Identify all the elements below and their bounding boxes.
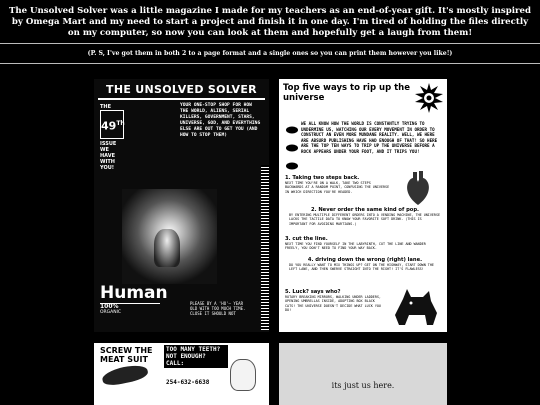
magazine-cover-page[interactable] <box>94 79 269 332</box>
all-seeing-eye-icon <box>413 82 445 114</box>
suit-title <box>100 346 152 364</box>
ad-line: NOT ENOUGH? <box>166 353 206 360</box>
issue-number: 49 <box>101 119 117 133</box>
item-body: NEXT TIME YOU FIND YOURSELF IN THE LABYRINTH, CUT THE LINE AND WANDER FREELY, YOU DON'T NEED TO FIND YOUR WAY BACK. <box>285 242 426 251</box>
anatomical-heart-icon <box>403 171 433 207</box>
item-heading: 1. Taking two steps back. <box>285 175 360 181</box>
just-us-text: its just us here. <box>331 381 395 390</box>
meat-suit-page[interactable] <box>94 343 269 405</box>
item-heading: 5. Luck? says who? <box>285 289 341 295</box>
intro-text: The Unsolved Solver was a little magazine I made for my teachers as an end-of-year gift. It's mostly inspired by Omega Mart and my need to start a project and finish it in one day. I'm tired of holding the files directly on my computer, so now you can look at them and hopefully get a laugh from them! <box>8 6 532 38</box>
cover-facts-box <box>100 303 160 315</box>
issue-suffix: Th <box>116 120 125 127</box>
black-cat-icon <box>389 285 441 327</box>
facts-line: ORGANIC <box>100 309 122 315</box>
just-us-page[interactable] <box>279 343 447 405</box>
list-item <box>289 207 441 226</box>
eye-column-icon <box>285 123 299 173</box>
list-item <box>285 175 391 194</box>
suit-title-line: MEAT SUIT <box>100 355 148 364</box>
facts-line: 100% <box>100 303 119 310</box>
cover-the: THE <box>100 104 112 110</box>
ad-line: TOO MANY TEETH? <box>166 346 221 353</box>
list-item <box>285 289 385 313</box>
ps-note: (P. S, I've got them in both 2 to a page format and a single ones so you can print them however you like!) <box>87 50 453 57</box>
cover-issue-number <box>100 110 124 139</box>
dental-ad <box>164 345 228 368</box>
item-body: DO YOU REALLY WANT TO MIX THINGS UP? GET ON THE HIGHWAY, START DOWN THE LEFT LANE, AND THEN SWERVE STRAIGHT INTO THE RIGHT! IT'S FLAWLESS! <box>289 263 434 272</box>
cover-title: THE UNSOLVED SOLVER <box>98 83 265 100</box>
item-body: ROTARY BREAKING MIRRORS, WALKING UNDER LADDERS, OPENING UMBRELLAS INSIDE, ADOPTING BOX BLACK CATS! THE UNIVERSE DOESN'T DECIDE WHAT LUCK YOU DO! <box>285 295 381 313</box>
cover-child-figure <box>154 229 180 267</box>
list-intro: WE ALL KNOW HOW THE WORLD IS CONSTANTLY TRYING TO UNDERMINE US, WATCHING OUR EVERY MOVEMENT IN ORDER TO CONSTRUCT AN EVEN MORE MUNDANE REALITY. WELL, WE HERE ARE ABSURD PUBLISHING HAVE HAD ENOUGH OF THAT! SO HERE ARE THE TOP TEN WAYS TO TRIP UP THE UNIVERSE BEFORE A ROCK APPEARS UNDER YOUR FOOT, AND IT TRIPS YOU! <box>301 121 438 154</box>
item-heading: 3. cut the line. <box>285 236 328 242</box>
floating-figure <box>101 362 149 387</box>
item-body: NEXT TIME YOU'RE ON A WALK, TAKE TWO STEPS BACKWARDS AT A RANDOM POINT, CONFUSING THE UNIVERSE IN WHICH DIRECTION YOU'RE HEADED. <box>285 181 390 194</box>
divider <box>0 63 540 64</box>
cover-barcode-strip <box>261 165 269 330</box>
ad-line: CALL: <box>166 360 185 367</box>
cover-issue-text: ISSUE WE HAVE WITH YOU! <box>100 141 117 171</box>
ad-phone: 254-632-6638 <box>166 379 210 386</box>
suit-title-line: SCREW THE <box>100 346 153 355</box>
cover-blurb: YOUR ONE-STOP SHOP FOR HOW THE WORLD, ALIENS, SERIAL KILLERS, GOVERNMENT, STARS, UNIVERSE, GOD, AND EVERYTHING ELSE ARE OUT TO GET YOU (AND HOW TO STOP THEM) <box>180 103 261 138</box>
list-title: Top five ways to rip up the universe <box>283 83 410 103</box>
list-item <box>289 257 441 272</box>
cover-product-name: Human <box>100 283 168 303</box>
item-heading: 4. driving down the wrong (right) lane. <box>307 257 423 263</box>
item-body: BY ENTERING MULTIPLE DIFFERENT ORDERS INTO A VENDING MACHINE, THE UNIVERSE LACKS THE TACTILE DATA TO KNOW YOUR FAVORITE SOFT DRINK. (THIS IS IMPORTANT FOR AVOIDING MARTIANS.) <box>289 213 441 226</box>
tooth-icon <box>230 359 256 391</box>
list-item <box>285 236 441 251</box>
cover-fine-print: PLEASE BY A 'HO'— YEAR OLD WITH TOO MUCH TIME. CLOSE IT SHOULD NOT <box>190 301 246 316</box>
item-heading: 2. Never order the same kind of pop. <box>310 207 420 213</box>
top-five-page[interactable] <box>279 79 447 332</box>
